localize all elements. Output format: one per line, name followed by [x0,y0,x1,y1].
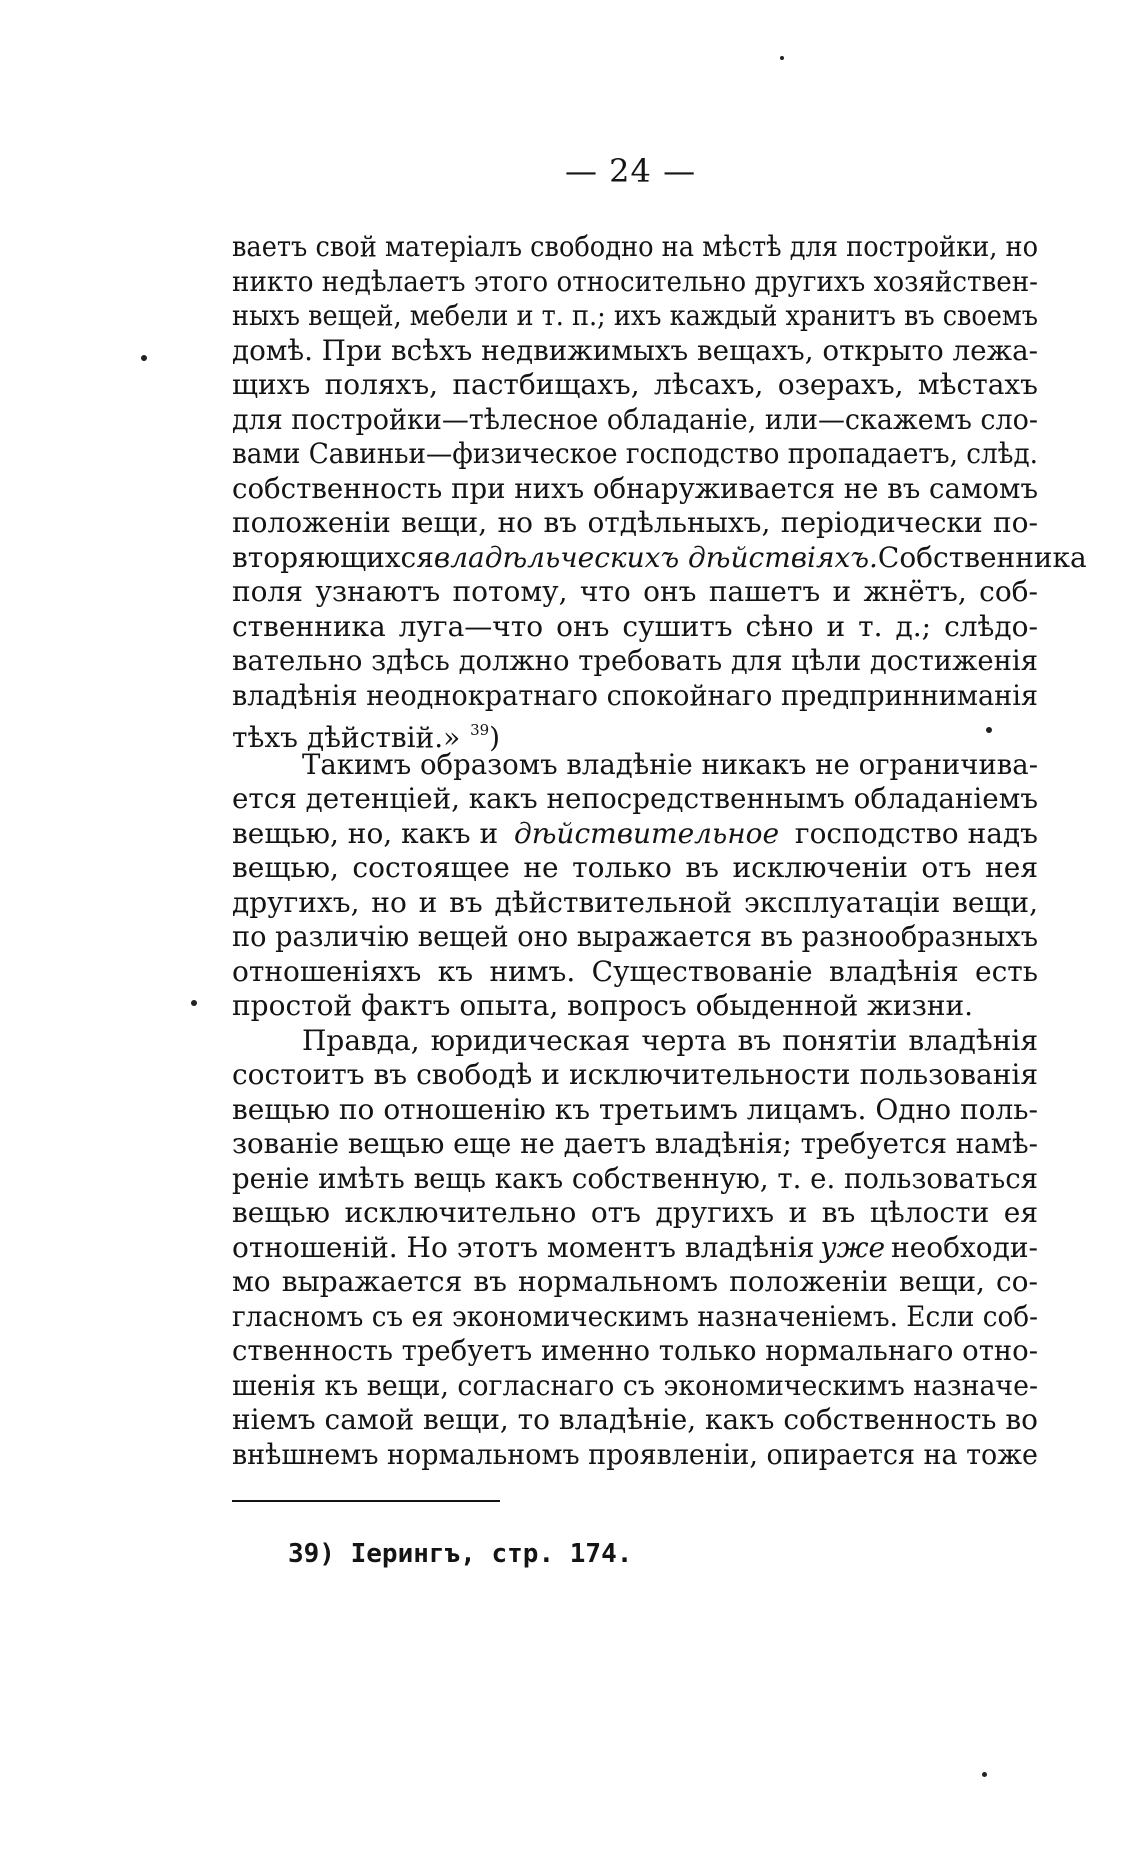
italic-emphasis: дѣйствительное [513,816,780,850]
print-speck [982,1772,987,1777]
text-line: владѣнія неоднократнаго спокойнаго предпринниманія [232,678,1038,712]
text-line: вещью, состоящее не только въ исключеніи отъ нея [232,851,1038,884]
text-line: Правда, юридическая черта въ понятіи владѣнія [302,1023,1038,1057]
text-segment: Собственника [877,540,1087,574]
text-line: мо выражается въ нормальномъ положеніи вещи, со- [232,1265,1038,1298]
text-line-mixed [232,540,1087,576]
text-line: собственность при нихъ обнаруживается не въ самомъ [232,471,1038,505]
text-line: внѣшнемъ нормальномъ проявленіи, опирается на тоже [232,1437,1038,1471]
text-line: ственника луга—что онъ сушитъ сѣно и т. д.; слѣдо- [232,609,1038,643]
text-segment: отношеній. Но этотъ моментъ владѣнія [232,1230,815,1264]
italic-emphasis: уже [820,1230,886,1264]
text-line: ваетъ свой матеріалъ свободно на мѣстѣ для постройки, но [232,230,1038,263]
footnote-reference-paren: ) [489,721,501,754]
text-line-last [232,713,1038,754]
text-line-mixed [232,817,1038,852]
paragraph-1 [232,230,1087,754]
page-number: — 24 — [565,152,697,190]
text-segment: вторяющихся [232,540,434,574]
text-line: ется детенціей, какъ непосредственнымъ обладаніемъ [232,782,1038,815]
footnote-rule [232,1500,500,1502]
paragraph-3 [232,1024,1038,1473]
text-segment: тѣхъ дѣйствій.» [232,721,461,754]
text-segment: господство надъ [794,816,1038,850]
text-line: ныхъ вещей, мебели и т. п.; ихъ каждый хранитъ въ своемъ [232,299,1038,332]
paragraph-2 [232,748,1038,1024]
italic-emphasis: владѣльческихъ дѣйствіяхъ. [433,540,878,574]
text-line: вательно здѣсь должно требовать для цѣли достиженія [232,644,1038,677]
text-line: ніемъ самой вещи, то владѣніе, какъ собственность во [232,1403,1038,1436]
text-line: шенія къ вещи, согласнаго съ экономическимъ назначе- [232,1368,1038,1402]
text-segment: вещью, но, какъ и [232,816,499,850]
text-line: зованіе вещью еще не даетъ владѣнія; требуется намѣ- [232,1127,1038,1160]
text-line: вещью исключительно отъ другихъ и въ цѣлости ея [232,1196,1038,1229]
body-text [232,230,1087,1472]
text-line: вещью по отношенію къ третьимъ лицамъ. Одно поль- [232,1092,1038,1126]
text-line: гласномъ съ ея экономическимъ назначеніемъ. Если соб- [232,1299,1038,1333]
text-line: отношеніяхъ къ нимъ. Существованіе владѣнія есть [232,954,1038,988]
text-line: для постройки—тѣлесное обладаніе, или—скажемъ сло- [232,402,1038,436]
text-line: реніе имѣть вещь какъ собственную, т. е. пользоваться [232,1161,1038,1195]
text-line: щихъ поляхъ, пастбищахъ, лѣсахъ, озерахъ, мѣстахъ [232,368,1038,401]
footnote: 39) Іерингъ, стр. 174. [288,1539,633,1569]
text-line: поля узнаютъ потому, что онъ пашетъ и жнётъ, соб- [232,575,1038,608]
text-line-mixed [232,1231,1038,1266]
print-speck [141,355,147,361]
footnote-reference-number: 39 [470,721,490,739]
text-line-last: простой фактъ опыта, вопросъ обыденной жизни. [232,989,974,1022]
print-speck [191,1000,197,1006]
text-line: другихъ, но и въ дѣйствительной эксплуатаціи вещи, [232,885,1038,919]
text-line: состоитъ въ свободѣ и исключительности пользованія [232,1058,1038,1091]
text-line: ственность требуетъ именно только нормальнаго отно- [232,1334,1038,1367]
text-line: по различію вещей оно выражается въ разнообразныхъ [232,920,1038,953]
print-speck [986,727,992,733]
text-line: Такимъ образомъ владѣніе никакъ не ограничива- [302,747,1038,781]
text-segment: необходи- [891,1230,1038,1264]
print-speck [780,56,784,60]
text-line: вами Савиньи—физическое господство пропадаетъ, слѣд. [232,437,1038,470]
text-line: положеніи вещи, но въ отдѣльныхъ, періодически по- [232,506,1038,539]
text-line: никто недѣлаетъ этого относительно другихъ хозяйствен- [232,264,1038,298]
text-line: домѣ. При всѣхъ недвижимыхъ вещахъ, открыто лежа- [232,333,1038,367]
